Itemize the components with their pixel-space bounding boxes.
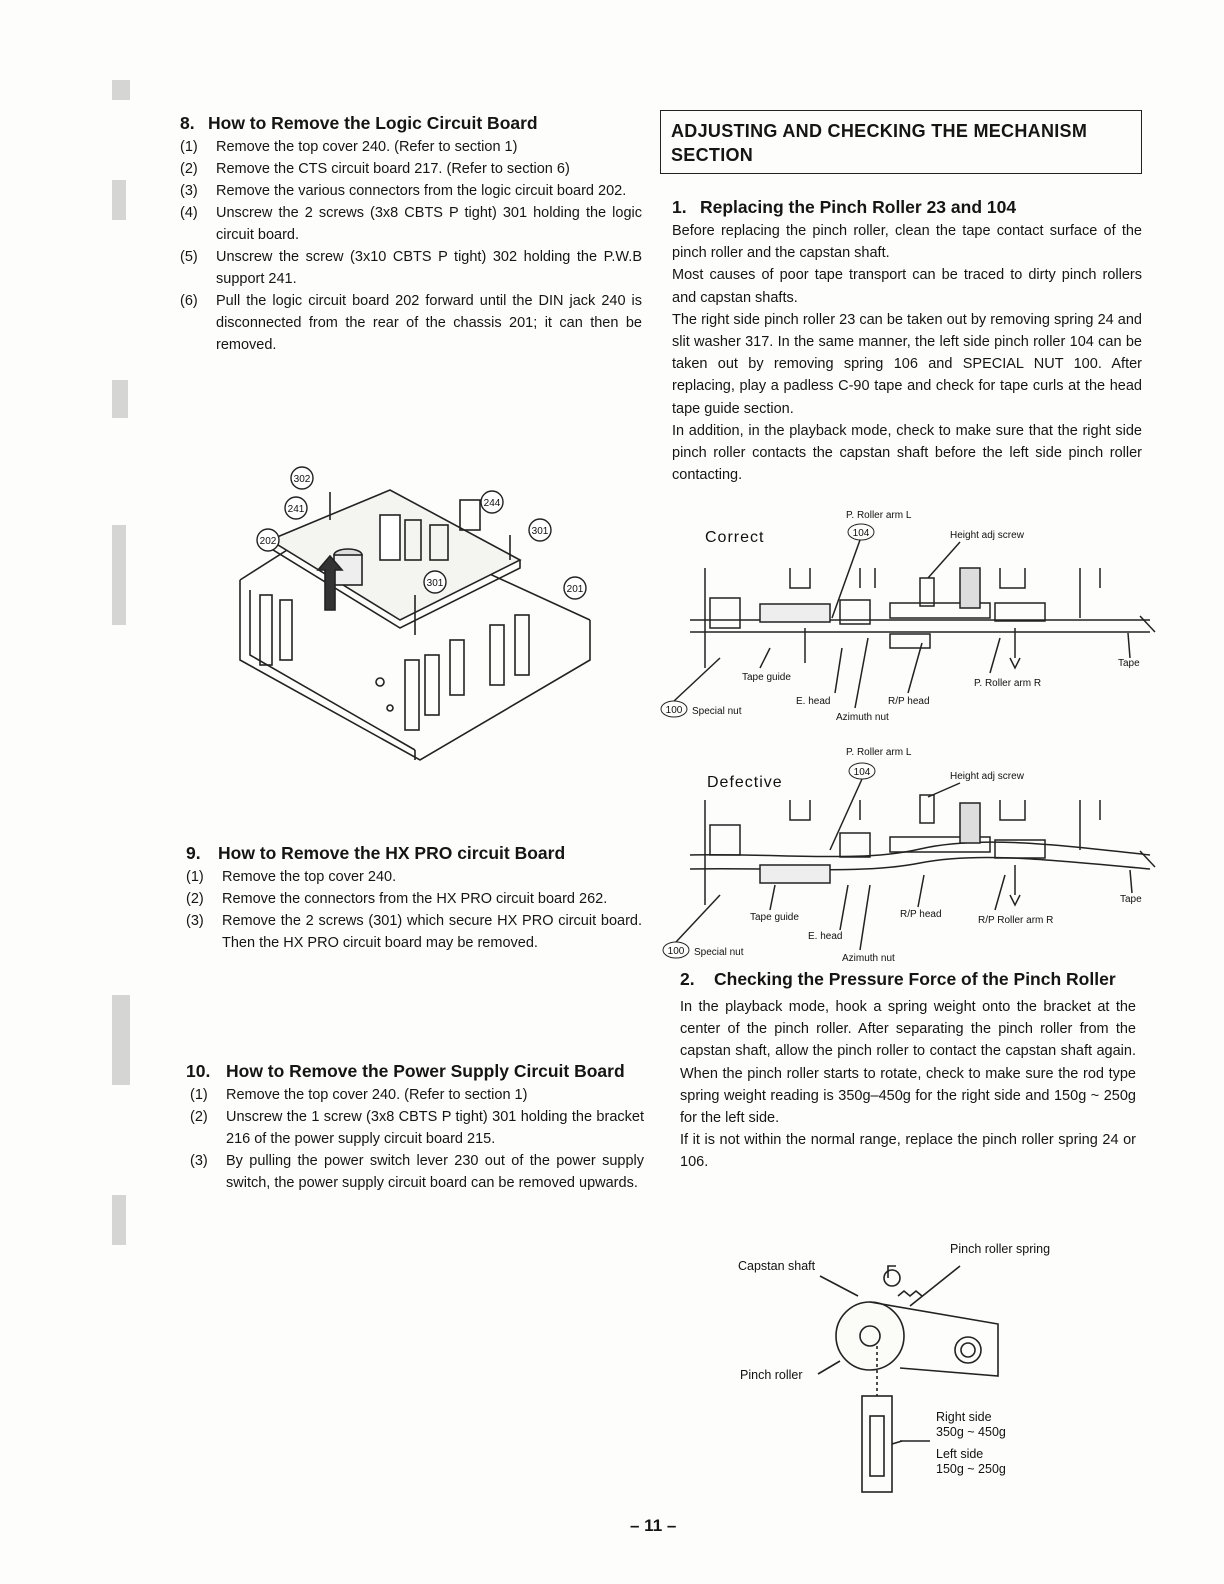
label-e-head: E. head <box>808 931 843 942</box>
step-number: (6) <box>180 293 198 309</box>
callout-301: 301 <box>531 526 549 537</box>
value-right-side: 350g ~ 450g <box>936 1425 1006 1439</box>
chapter-header-box: ADJUSTING AND CHECKING THE MECHANISM SECTION <box>660 110 1142 174</box>
step-number: (2) <box>180 161 198 177</box>
section-10-heading <box>186 1060 644 1082</box>
label-azimuth-nut: Azimuth nut <box>842 953 895 964</box>
paragraph: In addition, in the playback mode, check to make sure that the right side pinch roller contacts the capstan shaft before the left side pinch roller contacting. <box>672 422 1142 484</box>
label-special-nut: Special nut <box>694 947 744 958</box>
section-9-steps <box>186 866 642 954</box>
section-10 <box>186 1060 644 1194</box>
step-text: Remove the top cover 240. <box>222 869 397 885</box>
step-text: Remove the connectors from the HX PRO circuit board 262. <box>222 891 608 907</box>
section-9-heading <box>186 842 642 864</box>
defective-mechanism-diagram <box>660 745 1170 967</box>
callout-104: 104 <box>852 528 870 539</box>
step-text: Remove the top cover 240. (Refer to section 1) <box>226 1087 528 1103</box>
section-title: How to Remove the Power Supply Circuit Board <box>226 1061 625 1081</box>
callout-241: 241 <box>287 504 305 515</box>
label-height-adj-screw: Height adj screw <box>950 771 1024 782</box>
label-special-nut: Special nut <box>692 706 742 717</box>
logic-board-figure <box>230 460 600 770</box>
section-8-heading <box>180 112 642 134</box>
callout-302: 302 <box>293 474 311 485</box>
step <box>180 158 642 180</box>
step <box>180 136 642 158</box>
scan-mark <box>112 380 128 418</box>
step <box>186 910 642 954</box>
scan-mark <box>112 80 130 100</box>
paragraph: Most causes of poor tape transport can be traced to dirty pinch rollers and capstan shafts. <box>672 267 1142 306</box>
scan-mark <box>112 995 130 1085</box>
step-text: Remove the various connectors from the logic circuit board 202. <box>216 183 627 199</box>
section-number: 9. <box>186 843 201 863</box>
left-column <box>180 112 642 356</box>
step-text: Unscrew the 1 screw (3x8 CBTS P tight) 301 holding the bracket 216 of the power supply circuit board 215. <box>226 1109 644 1147</box>
paragraph: In the playback mode, hook a spring weight onto the bracket at the center of the pinch roller. After separating the pinch roller from the capstan shaft, allow the pinch roller to contact the capstan shaft again. When the pinch roller starts to rotate, check to make sure the rod type spring weight reading is 350g–450g for the right side and 150g ~ 250g for the left side. <box>680 999 1136 1127</box>
paragraph: The right side pinch roller 23 can be taken out by removing spring 24 and slit washer 317. In the same manner, the left side pinch roller 104 can be taken out by removing spring 106 and SPECIAL NUT 100. After replacing, play a padless C-90 tape and check for tape curls at the head tape guide section. <box>672 311 1142 417</box>
right-column <box>672 110 1142 486</box>
section-10-steps <box>190 1084 644 1194</box>
section-number: 10. <box>186 1061 211 1081</box>
step-number: (1) <box>180 139 198 155</box>
step <box>180 290 642 356</box>
callout-100: 100 <box>667 946 685 957</box>
step-text: Remove the top cover 240. (Refer to section 1) <box>216 139 518 155</box>
section-9 <box>186 842 642 954</box>
scan-mark <box>112 1195 126 1245</box>
section-title: How to Remove the HX PRO circuit Board <box>218 843 566 863</box>
step-number: (2) <box>186 891 204 907</box>
label-tape-guide: Tape guide <box>742 672 791 683</box>
value-left-side: 150g ~ 250g <box>936 1462 1006 1476</box>
step-text: By pulling the power switch lever 230 out of the power supply switch, the power supply circuit board can be removed upwards. <box>226 1153 644 1191</box>
callout-100: 100 <box>665 705 683 716</box>
label-azimuth-nut: Azimuth nut <box>836 712 889 723</box>
step <box>190 1106 644 1150</box>
step-number: (3) <box>190 1153 208 1169</box>
callout-301: 301 <box>426 578 444 589</box>
label-pinch-roller: Pinch roller <box>740 1368 803 1382</box>
section-8 <box>180 112 642 356</box>
page-number: – 11 – <box>630 1516 677 1535</box>
label-roller-arm-l: P. Roller arm L <box>846 747 912 758</box>
step-text: Remove the 2 screws (301) which secure HX PRO circuit board. Then the HX PRO circuit board may be removed. <box>222 913 642 951</box>
step-number: (3) <box>180 183 198 199</box>
label-roller-arm-r: R/P Roller arm R <box>978 915 1054 926</box>
label-pinch-roller-spring: Pinch roller spring <box>950 1242 1051 1256</box>
paragraph: Before replacing the pinch roller, clean the tape contact surface of the pinch roller and the capstan shaft. <box>672 223 1142 262</box>
step-number: (3) <box>186 913 204 929</box>
callout-201: 201 <box>566 584 584 595</box>
step <box>186 866 642 888</box>
diagram-caption-defective: Defective <box>707 774 783 791</box>
section-1-heading <box>672 196 1142 218</box>
section-number: 1. <box>672 197 687 217</box>
step-number: (2) <box>190 1109 208 1125</box>
step-text: Unscrew the screw (3x10 CBTS P tight) 302 holding the P.W.B support 241. <box>216 249 642 287</box>
step-number: (1) <box>186 869 204 885</box>
step <box>180 246 642 290</box>
step <box>180 180 642 202</box>
label-height-adj-screw: Height adj screw <box>950 530 1024 541</box>
label-roller-arm-l: P. Roller arm L <box>846 510 912 521</box>
callout-104: 104 <box>853 767 871 778</box>
scan-mark <box>112 180 126 220</box>
label-rp-head: R/P head <box>900 909 942 920</box>
section-title: Checking the Pressure Force of the Pinch Roller <box>714 969 1116 989</box>
diagram-caption-correct: Correct <box>705 529 765 546</box>
step-text: Unscrew the 2 screws (3x8 CBTS P tight) 301 holding the logic circuit board. <box>216 205 642 243</box>
correct-mechanism-diagram <box>660 508 1160 733</box>
scan-mark <box>112 525 126 625</box>
section-title: Replacing the Pinch Roller 23 and 104 <box>700 197 1017 217</box>
step-number: (1) <box>190 1087 208 1103</box>
label-rp-head: R/P head <box>888 696 930 707</box>
step-number: (5) <box>180 249 198 265</box>
step <box>190 1150 644 1194</box>
section-number: 8. <box>180 113 195 133</box>
step-text: Pull the logic circuit board 202 forward until the DIN jack 240 is disconnected from the rear of the chassis 201; it can then be removed. <box>216 293 642 353</box>
label-roller-arm-r: P. Roller arm R <box>974 678 1042 689</box>
label-capstan-shaft: Capstan shaft <box>738 1259 816 1273</box>
section-8-steps <box>180 136 642 356</box>
step <box>186 888 642 910</box>
label-tape: Tape <box>1118 658 1140 669</box>
label-left-side: Left side <box>936 1447 984 1461</box>
section-2-heading <box>680 968 1136 990</box>
step-number: (4) <box>180 205 198 221</box>
callout-244: 244 <box>483 498 501 509</box>
section-title: How to Remove the Logic Circuit Board <box>208 113 538 133</box>
step <box>180 202 642 246</box>
pressure-force-diagram <box>730 1236 1090 1496</box>
callout-202: 202 <box>259 536 277 547</box>
label-tape-guide: Tape guide <box>750 912 799 923</box>
section-2 <box>680 968 1136 1174</box>
section-number: 2. <box>680 969 695 989</box>
paragraph: If it is not within the normal range, replace the pinch roller spring 24 or 106. <box>680 1132 1136 1171</box>
label-e-head: E. head <box>796 696 831 707</box>
step <box>190 1084 644 1106</box>
label-tape: Tape <box>1120 894 1142 905</box>
label-right-side: Right side <box>936 1410 992 1424</box>
step-text: Remove the CTS circuit board 217. (Refer to section 6) <box>216 161 570 177</box>
